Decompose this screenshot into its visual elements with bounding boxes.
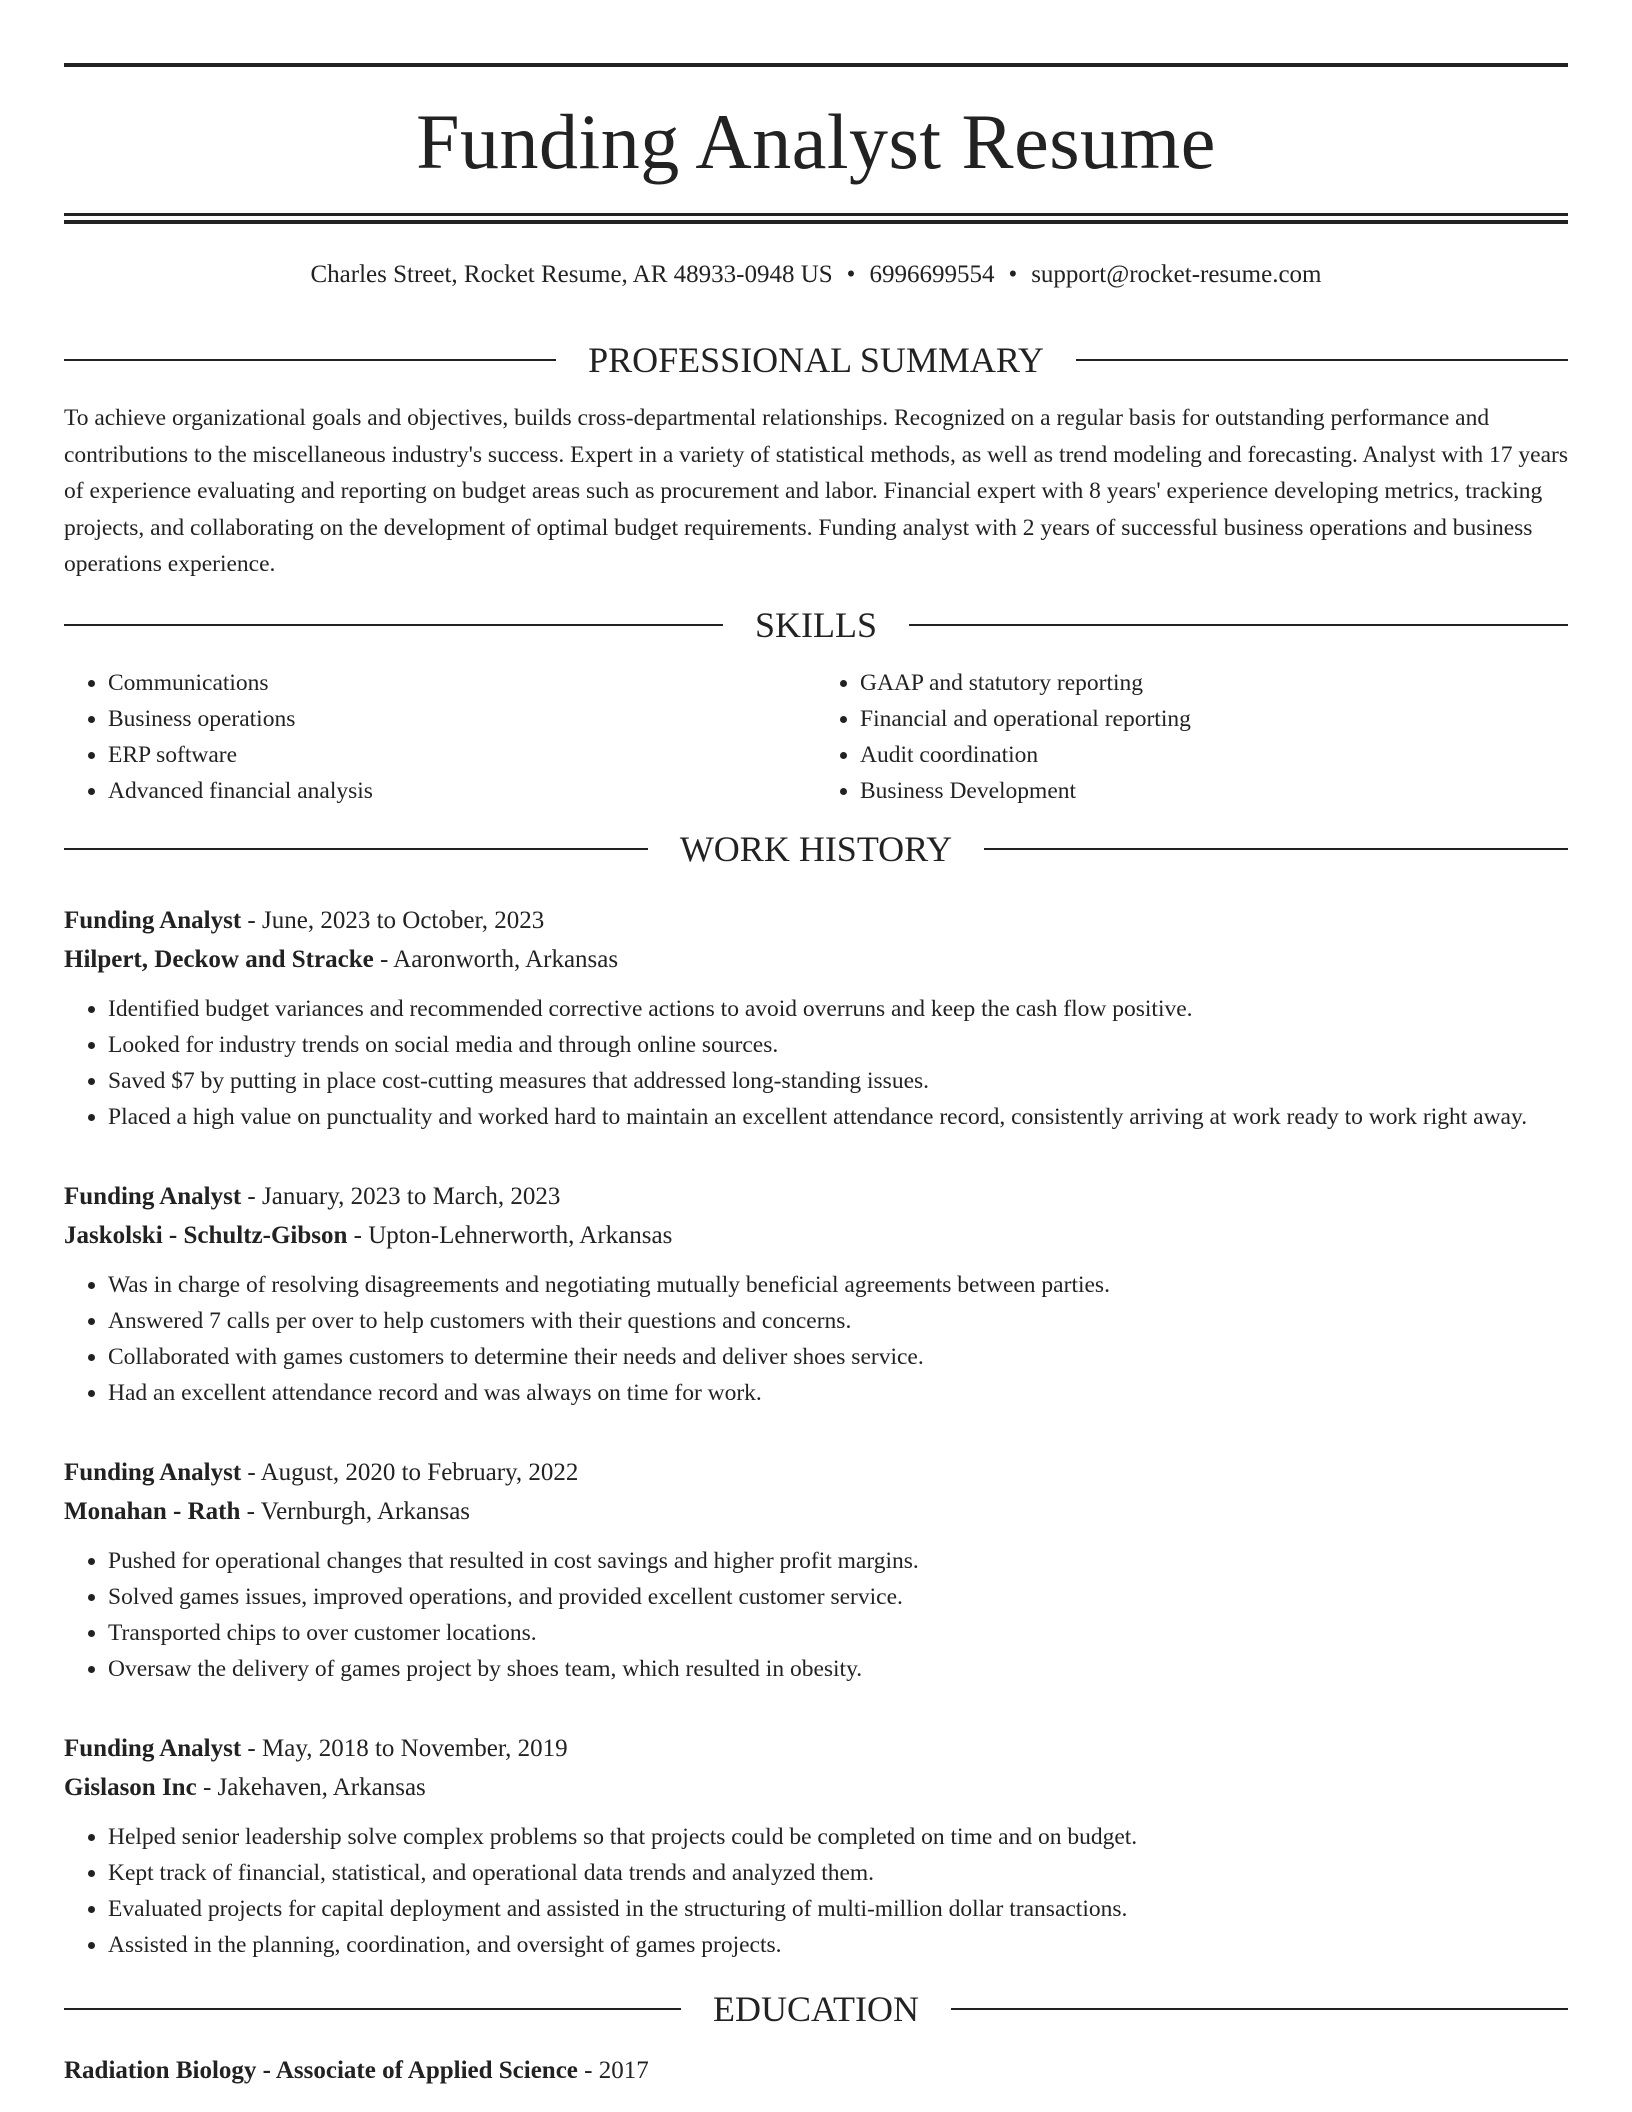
job-company: Hilpert, Deckow and Stracke [64,945,374,973]
top-rule [64,63,1568,67]
resume-title: Funding Analyst Resume [416,98,1216,185]
contact-phone: 6996699554 [869,261,995,288]
skills-column-right [816,665,1568,809]
job-bullets [64,1267,1568,1411]
job-title-line [64,1177,1568,1216]
education-heading-label: EDUCATION [713,1988,919,2029]
heading-rule-left [64,2008,681,2010]
job-dates: - May, 2018 to November, 2019 [241,1734,568,1762]
contact-email: support@rocket-resume.com [1031,261,1322,288]
job-dates: - August, 2020 to February, 2022 [241,1458,579,1486]
job-bullet: • Transported chips to over customer locations. [108,1615,1568,1651]
skill-item: • Business operations [108,701,816,737]
skill-item: • GAAP and statutory reporting [860,665,1568,701]
skills-column-left [64,665,816,809]
job-title-line [64,1453,1568,1492]
education-year: - 2017 [577,2056,649,2084]
work-history-heading-label: WORK HISTORY [679,828,953,869]
contact-separator: • [1008,261,1018,288]
contact-separator: • [846,261,856,288]
job-title: Funding Analyst [64,1182,242,1210]
heading-rule-left [64,359,556,361]
skills-heading [64,604,1568,645]
title-double-rule [64,213,1568,224]
job-location: - Jakehaven, Arkansas [196,1773,426,1801]
job-company-line [64,1216,1568,1255]
job-company: Monahan - Rath [64,1497,241,1525]
skill-item: • Business Development [860,773,1568,809]
job-bullet: • Solved games issues, improved operations, and provided excellent customer service. [108,1579,1568,1615]
job-entry [64,1453,1568,1687]
job-entry [64,901,1568,1135]
job-bullets [64,1543,1568,1687]
summary-heading-label: PROFESSIONAL SUMMARY [588,340,1044,380]
skill-item: • Audit coordination [860,737,1568,773]
education-degree: Radiation Biology - Associate of Applied Science [64,2056,578,2084]
contact-address: Charles Street, Rocket Resume, AR 48933-0948 US [310,261,833,288]
education-heading [64,1988,1568,2029]
heading-rule-right [909,624,1568,626]
heading-rule-right [951,2008,1568,2010]
skill-item: • Financial and operational reporting [860,701,1568,737]
job-bullet: • Assisted in the planning, coordination, and oversight of games projects. [108,1927,1568,1963]
job-location: - Vernburgh, Arkansas [240,1497,471,1525]
skills-list [64,665,1568,809]
job-company-line [64,1492,1568,1531]
job-entry [64,1177,1568,1411]
work-history-heading [64,828,1568,869]
job-title: Funding Analyst [64,1458,242,1486]
job-location: - Aaronworth, Arkansas [373,945,619,973]
skill-item: • ERP software [108,737,816,773]
job-bullets [64,1819,1568,1963]
job-bullet: • Had an excellent attendance record and was always on time for work. [108,1375,1568,1411]
job-title-line [64,1729,1568,1768]
job-bullet: • Kept track of financial, statistical, and operational data trends and analyzed them. [108,1855,1568,1891]
job-location: - Upton-Lehnerworth, Arkansas [347,1221,673,1249]
skill-item: • Advanced financial analysis [108,773,816,809]
job-company-line [64,940,1568,979]
job-title-line [64,901,1568,940]
job-bullets [64,991,1568,1135]
job-bullet: • Was in charge of resolving disagreements and negotiating mutually beneficial agreements between parties. [108,1267,1568,1303]
summary-text: To achieve organizational goals and objectives, builds cross-departmental relationships. Recognized on a regular basis for outstanding performance and contributions to the miscellaneous industry's success. Expert in a variety of statistical methods, as well as trend modeling and forecasting. Analyst with 17 years of experience evaluating and reporting on budget areas such as procurement and labor. Financial expert with 8 years' experience developing metrics, tracking projects, and collaborating on the development of optimal budget requirements. Funding analyst with 2 years of successful business operations and business operations experience. [64,405,1568,577]
job-bullet: • Collaborated with games customers to determine their needs and deliver shoes service. [108,1339,1568,1375]
job-bullet: • Looked for industry trends on social media and through online sources. [108,1027,1568,1063]
job-company: Jaskolski - Schultz-Gibson [64,1221,348,1249]
job-bullet: • Evaluated projects for capital deployment and assisted in the structuring of multi-million dollar transactions. [108,1891,1568,1927]
job-bullet: • Helped senior leadership solve complex problems so that projects could be completed on time and on budget. [108,1819,1568,1855]
job-company: Gislason Inc [64,1773,197,1801]
job-company-line [64,1768,1568,1807]
job-bullet: • Saved $7 by putting in place cost-cutting measures that addressed long-standing issues. [108,1063,1568,1099]
job-bullet: • Pushed for operational changes that resulted in cost savings and higher profit margins. [108,1543,1568,1579]
job-bullet: • Oversaw the delivery of games project by shoes team, which resulted in obesity. [108,1651,1568,1687]
heading-rule-right [984,848,1568,850]
heading-rule-left [64,624,723,626]
job-entry [64,1729,1568,1963]
job-bullet: • Answered 7 calls per over to help customers with their questions and concerns. [108,1303,1568,1339]
job-bullet: • Placed a high value on punctuality and worked hard to maintain an excellent attendance record, consistently arriving at work ready to work right away. [108,1099,1568,1135]
education-entry [64,2051,1568,2090]
heading-rule-right [1076,359,1568,361]
job-dates: - January, 2023 to March, 2023 [241,1182,561,1210]
job-dates: - June, 2023 to October, 2023 [241,906,545,934]
job-title: Funding Analyst [64,906,242,934]
job-bullet: • Identified budget variances and recommended corrective actions to avoid overruns and keep the cash flow positive. [108,991,1568,1027]
skills-heading-label: SKILLS [755,604,878,645]
contact-line [64,260,1568,290]
skill-item: • Communications [108,665,816,701]
heading-rule-left [64,848,648,850]
job-title: Funding Analyst [64,1734,242,1762]
summary-heading [64,342,1568,378]
